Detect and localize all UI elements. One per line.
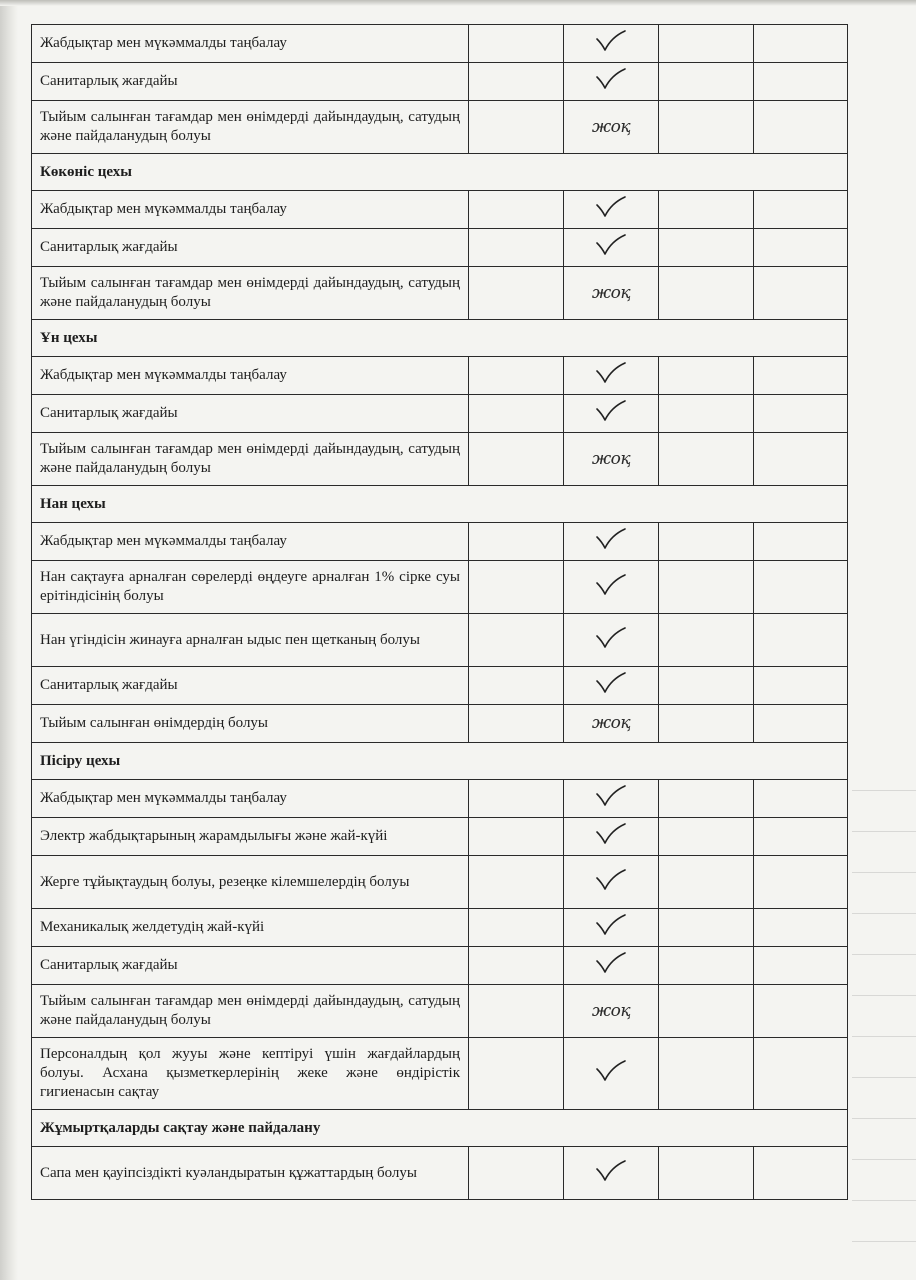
scan-edge-left — [0, 0, 18, 1280]
empty-cell — [659, 267, 754, 320]
handwritten-note-cell — [564, 101, 659, 154]
table-row — [32, 705, 848, 743]
empty-cell — [754, 191, 848, 229]
criterion-text: Жабдықтар мен мүкәммалды таңбалау — [32, 191, 469, 229]
empty-cell — [469, 229, 564, 267]
empty-cell — [754, 705, 848, 743]
empty-cell — [659, 433, 754, 486]
table-row — [32, 947, 848, 985]
empty-cell — [659, 947, 754, 985]
empty-cell — [469, 267, 564, 320]
empty-cell — [659, 985, 754, 1038]
bleed-through-table — [852, 750, 916, 1280]
empty-cell — [469, 947, 564, 985]
empty-cell — [469, 985, 564, 1038]
empty-cell — [754, 614, 848, 667]
empty-cell — [659, 561, 754, 614]
checkmark-cell — [564, 25, 659, 63]
criterion-text: Тыйым салынған тағамдар мен өнімдерді дайындаудың, сатудың және пайдаланудың болуы — [32, 433, 469, 486]
handwritten-checkmark-icon — [594, 195, 628, 219]
empty-cell — [659, 523, 754, 561]
checkmark-cell — [564, 191, 659, 229]
empty-cell — [469, 705, 564, 743]
handwritten-checkmark-icon — [594, 29, 628, 53]
empty-cell — [659, 191, 754, 229]
empty-cell — [754, 667, 848, 705]
empty-cell — [469, 1038, 564, 1110]
empty-cell — [754, 780, 848, 818]
empty-cell — [469, 523, 564, 561]
criterion-text: Жабдықтар мен мүкәммалды таңбалау — [32, 780, 469, 818]
empty-cell — [469, 614, 564, 667]
empty-cell — [659, 395, 754, 433]
criterion-text: Механикалық желдетудің жай-күйі — [32, 909, 469, 947]
checkmark-cell — [564, 63, 659, 101]
empty-cell — [754, 818, 848, 856]
section-title: Пісіру цехы — [32, 743, 848, 780]
section-row — [32, 154, 848, 191]
criterion-text: Жабдықтар мен мүкәммалды таңбалау — [32, 357, 469, 395]
table-row — [32, 614, 848, 667]
table-row — [32, 25, 848, 63]
handwritten-checkmark-icon — [594, 573, 628, 597]
table-row — [32, 523, 848, 561]
table-row — [32, 856, 848, 909]
handwritten-note: жоқ — [591, 448, 631, 469]
empty-cell — [659, 357, 754, 395]
empty-cell — [754, 229, 848, 267]
handwritten-note-cell — [564, 433, 659, 486]
handwritten-note-cell — [564, 267, 659, 320]
handwritten-checkmark-icon — [594, 1159, 628, 1183]
empty-cell — [469, 63, 564, 101]
checkmark-cell — [564, 395, 659, 433]
table-row — [32, 1038, 848, 1110]
section-row — [32, 320, 848, 357]
section-title: Нан цехы — [32, 486, 848, 523]
empty-cell — [754, 101, 848, 154]
empty-cell — [754, 1038, 848, 1110]
criterion-text: Санитарлық жағдайы — [32, 947, 469, 985]
checkmark-cell — [564, 947, 659, 985]
empty-cell — [754, 947, 848, 985]
table-row — [32, 780, 848, 818]
handwritten-note: жоқ — [591, 1000, 631, 1021]
scan-edge-top — [0, 0, 916, 6]
criterion-text: Нан сақтауға арналған сөрелерді өңдеуге арналған 1% сірке суы ерітіндісінің болуы — [32, 561, 469, 614]
empty-cell — [469, 357, 564, 395]
handwritten-checkmark-icon — [594, 399, 628, 423]
empty-cell — [754, 267, 848, 320]
empty-cell — [659, 705, 754, 743]
empty-cell — [754, 25, 848, 63]
handwritten-checkmark-icon — [594, 233, 628, 257]
empty-cell — [469, 25, 564, 63]
empty-cell — [659, 667, 754, 705]
checkmark-cell — [564, 1147, 659, 1200]
table-row — [32, 561, 848, 614]
checkmark-cell — [564, 856, 659, 909]
section-title: Жұмыртқаларды сақтау және пайдалану — [32, 1110, 848, 1147]
checkmark-cell — [564, 1038, 659, 1110]
table-row — [32, 101, 848, 154]
criterion-text: Тыйым салынған тағамдар мен өнімдерді дайындаудың, сатудың және пайдаланудың болуы — [32, 985, 469, 1038]
criterion-text: Санитарлық жағдайы — [32, 667, 469, 705]
criterion-text: Сапа мен қауіпсіздікті куәландыратын құжаттардың болуы — [32, 1147, 469, 1200]
handwritten-note-cell — [564, 985, 659, 1038]
table-row — [32, 191, 848, 229]
checklist-table — [31, 24, 848, 1200]
checklist-body — [32, 25, 848, 1200]
checkmark-cell — [564, 818, 659, 856]
table-row — [32, 229, 848, 267]
criterion-text: Тыйым салынған тағамдар мен өнімдерді дайындаудың, сатудың және пайдаланудың болуы — [32, 101, 469, 154]
criterion-text: Жерге тұйықтаудың болуы, резеңке кілемшелердің болуы — [32, 856, 469, 909]
section-row — [32, 1110, 848, 1147]
checkmark-cell — [564, 909, 659, 947]
handwritten-note: жоқ — [591, 282, 631, 303]
table-row — [32, 395, 848, 433]
empty-cell — [754, 357, 848, 395]
empty-cell — [659, 101, 754, 154]
empty-cell — [469, 561, 564, 614]
checkmark-cell — [564, 229, 659, 267]
table-row — [32, 433, 848, 486]
empty-cell — [659, 856, 754, 909]
section-row — [32, 486, 848, 523]
criterion-text: Персоналдың қол жууы және кептіруі үшін жағдайлардың болуы. Асхана қызметкерлерінің жеке және өндірістік гигиенасын сақтау — [32, 1038, 469, 1110]
handwritten-checkmark-icon — [594, 868, 628, 892]
empty-cell — [469, 433, 564, 486]
empty-cell — [754, 985, 848, 1038]
section-title: Көкөніс цехы — [32, 154, 848, 191]
empty-cell — [469, 395, 564, 433]
handwritten-checkmark-icon — [594, 822, 628, 846]
empty-cell — [659, 63, 754, 101]
handwritten-note-cell — [564, 705, 659, 743]
empty-cell — [469, 101, 564, 154]
checkmark-cell — [564, 357, 659, 395]
checkmark-cell — [564, 667, 659, 705]
handwritten-checkmark-icon — [594, 67, 628, 91]
empty-cell — [659, 1147, 754, 1200]
criterion-text: Электр жабдықтарының жарамдылығы және жай-күйі — [32, 818, 469, 856]
criterion-text: Тыйым салынған өнімдердің болуы — [32, 705, 469, 743]
empty-cell — [754, 856, 848, 909]
empty-cell — [659, 614, 754, 667]
handwritten-checkmark-icon — [594, 1059, 628, 1083]
criterion-text: Тыйым салынған тағамдар мен өнімдерді дайындаудың, сатудың және пайдаланудың болуы — [32, 267, 469, 320]
empty-cell — [754, 909, 848, 947]
handwritten-checkmark-icon — [594, 951, 628, 975]
empty-cell — [469, 1147, 564, 1200]
empty-cell — [754, 63, 848, 101]
table-row — [32, 63, 848, 101]
empty-cell — [754, 395, 848, 433]
section-title: Ұн цехы — [32, 320, 848, 357]
handwritten-note: жоқ — [591, 713, 631, 733]
empty-cell — [754, 523, 848, 561]
criterion-text: Санитарлық жағдайы — [32, 229, 469, 267]
empty-cell — [469, 856, 564, 909]
criterion-text: Санитарлық жағдайы — [32, 395, 469, 433]
empty-cell — [659, 818, 754, 856]
handwritten-note: жоқ — [591, 116, 631, 137]
empty-cell — [469, 667, 564, 705]
criterion-text: Нан үгіндісін жинауға арналған ыдыс пен щетканың болуы — [32, 614, 469, 667]
checkmark-cell — [564, 614, 659, 667]
empty-cell — [469, 780, 564, 818]
criterion-text: Жабдықтар мен мүкәммалды таңбалау — [32, 25, 469, 63]
empty-cell — [754, 433, 848, 486]
checkmark-cell — [564, 780, 659, 818]
table-row — [32, 985, 848, 1038]
empty-cell — [659, 780, 754, 818]
handwritten-checkmark-icon — [594, 784, 628, 808]
criterion-text: Жабдықтар мен мүкәммалды таңбалау — [32, 523, 469, 561]
table-row — [32, 909, 848, 947]
checkmark-cell — [564, 523, 659, 561]
handwritten-checkmark-icon — [594, 527, 628, 551]
empty-cell — [659, 25, 754, 63]
table-row — [32, 267, 848, 320]
criterion-text: Санитарлық жағдайы — [32, 63, 469, 101]
handwritten-checkmark-icon — [594, 361, 628, 385]
table-row — [32, 667, 848, 705]
empty-cell — [469, 191, 564, 229]
table-row — [32, 1147, 848, 1200]
handwritten-checkmark-icon — [594, 913, 628, 937]
table-row — [32, 818, 848, 856]
empty-cell — [659, 1038, 754, 1110]
empty-cell — [754, 561, 848, 614]
empty-cell — [469, 909, 564, 947]
section-row — [32, 743, 848, 780]
table-row — [32, 357, 848, 395]
empty-cell — [659, 229, 754, 267]
handwritten-checkmark-icon — [594, 626, 628, 650]
empty-cell — [754, 1147, 848, 1200]
empty-cell — [659, 909, 754, 947]
checkmark-cell — [564, 561, 659, 614]
empty-cell — [469, 818, 564, 856]
handwritten-checkmark-icon — [594, 671, 628, 695]
